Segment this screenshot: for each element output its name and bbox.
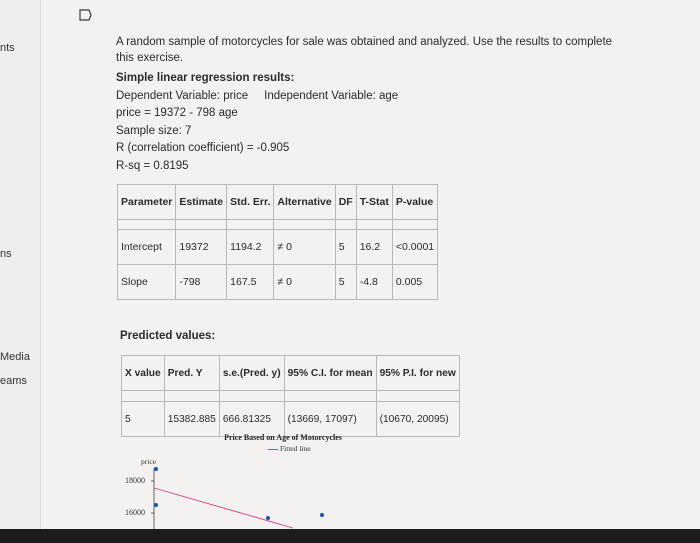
table-cell: (13669, 17097): [284, 402, 376, 437]
y-axis-label: price: [141, 457, 156, 466]
regression-results: [116, 70, 398, 175]
r-squared: R-sq = 0.8195: [116, 159, 189, 172]
table-cell: 167.5: [227, 265, 274, 300]
y-tick-label: 16000: [125, 508, 145, 517]
table-row: [118, 230, 438, 265]
sidebar-item-label[interactable]: ns: [0, 248, 12, 260]
column-header: Std. Err.: [227, 185, 274, 220]
table-row: [118, 265, 438, 300]
table-cell: Slope: [118, 265, 176, 300]
legend-label: Fitted line: [280, 444, 311, 453]
table-cell: 5: [335, 230, 356, 265]
table-cell: -4.8: [356, 265, 392, 300]
question-text: A random sample of motorcycles for sale was obtained and analyzed. Use the results to complete this exercise.: [116, 36, 613, 64]
correlation-coefficient: R (correlation coefficient) = -0.905: [116, 142, 290, 154]
bookmark-flag-icon[interactable]: [78, 8, 92, 22]
sidebar-item-exams[interactable]: eams: [0, 375, 27, 387]
parameter-table: [117, 184, 438, 300]
data-point: [154, 503, 158, 507]
column-header: P-value: [392, 185, 437, 220]
column-header: 95% C.I. for mean: [284, 356, 376, 391]
scatter-chart: [118, 428, 448, 543]
table-header-row: [122, 356, 460, 391]
data-point: [266, 516, 270, 520]
independent-variable: Independent Variable: age: [264, 89, 399, 102]
dependent-variable: Dependent Variable: price: [116, 89, 249, 102]
column-header: Alternative: [274, 185, 335, 220]
table-cell: Intercept: [118, 230, 176, 265]
predicted-values-heading: Predicted values:: [120, 330, 216, 342]
chart-title: Price Based on Age of Motorcycles: [224, 433, 342, 442]
column-header: Estimate: [176, 185, 227, 220]
column-header: DF: [335, 185, 356, 220]
sample-size: Sample size: 7: [116, 124, 192, 137]
data-point: [320, 513, 324, 517]
regression-equation: price = 19372 - 798 age: [116, 107, 238, 119]
table-cell: <0.0001: [392, 230, 437, 265]
predicted-values-table: [121, 355, 460, 437]
column-header: T-Stat: [356, 185, 392, 220]
variables-line: [116, 88, 398, 106]
data-point: [154, 467, 158, 471]
left-sidebar: [0, 0, 41, 543]
bottom-bar: [0, 529, 700, 543]
fitted-line: [154, 488, 293, 528]
y-tick-label: 18000: [125, 476, 145, 485]
table-cell: 16.2: [356, 230, 392, 265]
table-cell: 5: [122, 402, 165, 437]
column-header: Pred. Y: [164, 356, 219, 391]
table-cell: ≠ 0: [274, 230, 335, 265]
column-header: 95% P.I. for new: [376, 356, 459, 391]
table-cell: 666.81325: [219, 402, 284, 437]
table-cell: 0.005: [392, 265, 437, 300]
sidebar-item-label[interactable]: nts: [0, 42, 15, 54]
table-cell: ≠ 0: [274, 265, 335, 300]
sidebar-item-media[interactable]: Media: [0, 351, 30, 363]
table-header-row: [118, 185, 438, 220]
table-cell: 5: [335, 265, 356, 300]
table-cell: 19372: [176, 230, 227, 265]
column-header: X value: [122, 356, 165, 391]
regression-heading: Simple linear regression results:: [116, 72, 295, 84]
table-cell: (10670, 20095): [376, 402, 459, 437]
table-cell: 15382.885: [164, 402, 219, 437]
column-header: Parameter: [118, 185, 176, 220]
table-cell: -798: [176, 265, 227, 300]
table-cell: 1194.2: [227, 230, 274, 265]
column-header: s.e.(Pred. y): [219, 356, 284, 391]
